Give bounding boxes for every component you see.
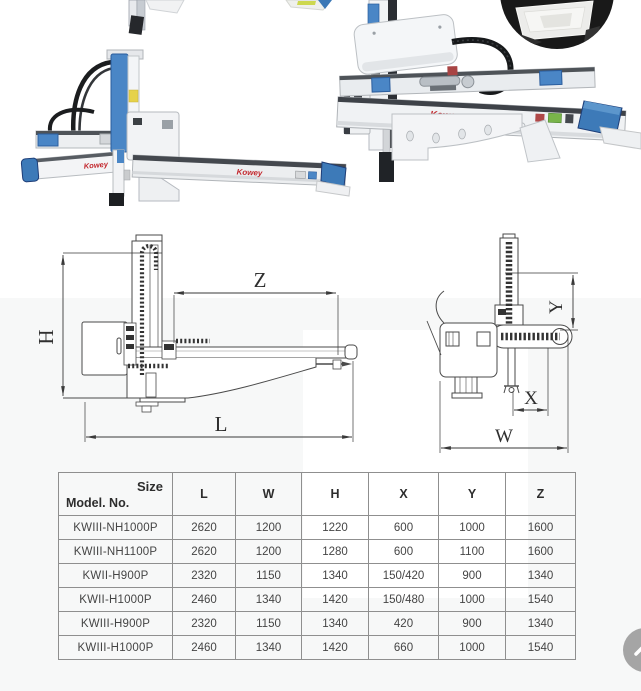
value-cell: 1540 — [506, 636, 576, 660]
model-no-label: Model. No. — [66, 496, 130, 510]
model-cell: KWII-H900P — [59, 564, 173, 588]
dim-label-W: W — [495, 426, 513, 447]
value-cell: 1600 — [506, 540, 576, 564]
value-cell: 1000 — [439, 588, 506, 612]
model-cell: KWIII-NH1100P — [59, 540, 173, 564]
left-robot-photo — [21, 0, 350, 206]
table-row — [59, 588, 576, 612]
value-cell: 1340 — [302, 612, 369, 636]
value-cell: 1200 — [236, 540, 302, 564]
end-view-drawing — [400, 225, 641, 460]
product-photos — [0, 0, 641, 225]
col-header-Y: Y — [439, 473, 506, 516]
value-cell: 1340 — [506, 612, 576, 636]
col-header-L: L — [173, 473, 236, 516]
gripper-detail-inset — [500, 0, 614, 50]
value-cell: 2460 — [173, 588, 236, 612]
value-cell: 600 — [369, 516, 439, 540]
value-cell: 2620 — [173, 516, 236, 540]
value-cell: 1420 — [302, 588, 369, 612]
size-label: Size — [136, 479, 163, 494]
value-cell: 1220 — [302, 516, 369, 540]
value-cell: 2460 — [173, 636, 236, 660]
col-header-Z: Z — [506, 473, 576, 516]
value-cell: 1000 — [439, 636, 506, 660]
col-header-H: H — [302, 473, 369, 516]
dim-label-Z: Z — [253, 268, 267, 292]
brand-logo-text: Kowey — [83, 159, 109, 171]
value-cell: 150/480 — [369, 588, 439, 612]
value-cell: 1340 — [506, 564, 576, 588]
value-cell: 600 — [369, 540, 439, 564]
model-cell: KWII-H1000P — [59, 588, 173, 612]
value-cell: 1420 — [302, 636, 369, 660]
value-cell: 1150 — [236, 564, 302, 588]
back-to-top-button[interactable] — [623, 628, 641, 672]
model-cell: KWIII-NH1000P — [59, 516, 173, 540]
dim-label-Y: Y — [546, 300, 567, 314]
value-cell: 150/420 — [369, 564, 439, 588]
value-cell: 2620 — [173, 540, 236, 564]
value-cell: 1150 — [236, 612, 302, 636]
value-cell: 1000 — [439, 516, 506, 540]
side-view-drawing — [20, 225, 380, 460]
value-cell: 2320 — [173, 564, 236, 588]
col-header-X: X — [369, 473, 439, 516]
value-cell: 900 — [439, 564, 506, 588]
model-cell: KWIII-H900P — [59, 612, 173, 636]
dim-label-H: H — [34, 329, 58, 345]
corner-header-cell — [59, 473, 173, 516]
value-cell: 1340 — [236, 636, 302, 660]
model-cell: KWIII-H1000P — [59, 636, 173, 660]
value-cell: 900 — [439, 612, 506, 636]
value-cell: 420 — [369, 612, 439, 636]
table-row — [59, 636, 576, 660]
value-cell: 2320 — [173, 612, 236, 636]
value-cell: 1340 — [302, 564, 369, 588]
dim-label-X: X — [524, 388, 538, 409]
value-cell: 1200 — [236, 516, 302, 540]
brand-logo-text: Kowey — [236, 167, 263, 178]
table-row — [59, 612, 576, 636]
value-cell: 1280 — [302, 540, 369, 564]
chevron-up-icon — [623, 628, 641, 672]
dim-label-L: L — [214, 412, 228, 436]
table-row — [59, 516, 576, 540]
table-row — [59, 540, 576, 564]
table-row — [59, 564, 576, 588]
col-header-W: W — [236, 473, 302, 516]
dimensions-table — [58, 472, 576, 660]
value-cell: 660 — [369, 636, 439, 660]
value-cell: 1540 — [506, 588, 576, 612]
value-cell: 1100 — [439, 540, 506, 564]
table-header-row — [59, 473, 576, 516]
value-cell: 1600 — [506, 516, 576, 540]
value-cell: 1340 — [236, 588, 302, 612]
